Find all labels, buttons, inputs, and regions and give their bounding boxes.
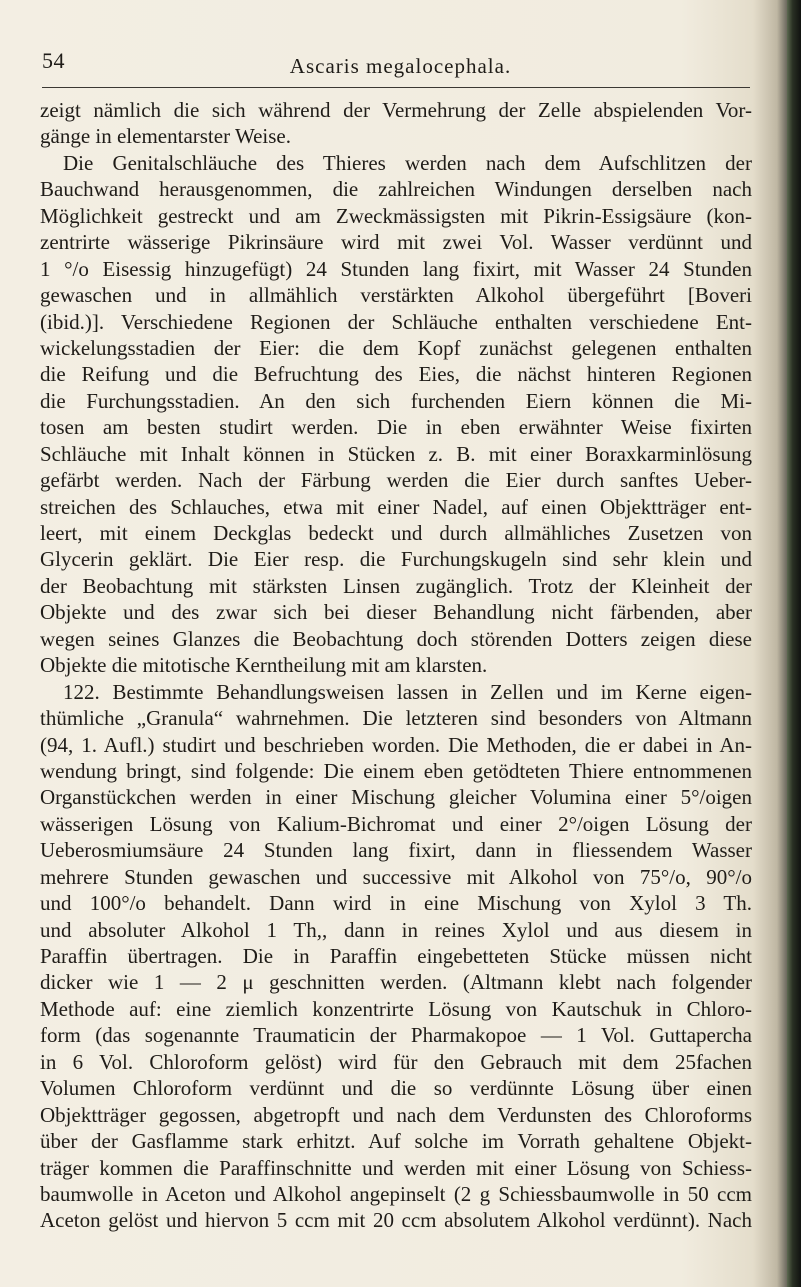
text-line: Paraffin übertragen. Die in Paraffin eingebetteten Stücke müssen nicht xyxy=(40,944,752,968)
book-spine-shadow xyxy=(787,0,801,1287)
text-line: und absoluter Alkohol 1 Th,, dann in reines Xylol und aus diesem in xyxy=(40,917,752,942)
header-rule xyxy=(42,87,750,88)
text-line: Bauchwand herausgenommen, die zahlreichen Windungen derselben nach xyxy=(40,177,752,202)
page-number: 54 xyxy=(42,48,65,73)
text-line: wässerigen Lösung von Kalium-Bichromat und einer 2°/oigen Lösung der xyxy=(40,811,752,836)
running-head: Ascaris megalocephala. xyxy=(289,54,512,78)
text-line: (94, 1. Aufl.) studirt und beschrieben worden. Die Methoden, die er dabei in An- xyxy=(40,732,752,757)
text-line: Organstückchen werden in einer Mischung gleicher Volumina einer 5°/oigen xyxy=(40,785,752,810)
text-line: Methode auf: eine ziemlich konzentrirte Lösung von Kautschuk in Chloro- xyxy=(40,996,752,1021)
text-line: wendung bringt, sind folgende: Die einem eben getödteten Thiere entnommenen xyxy=(40,758,752,783)
text-line: gefärbt werden. Nach der Färbung werden die Eier durch sanftes Ueber- xyxy=(40,468,752,493)
text-line: 1 °/o Eisessig hinzugefügt) 24 Stunden lang fixirt, mit Wasser 24 Stunden xyxy=(40,256,752,281)
text-line: Objektträger gegossen, abgetropft und nach dem Verdunsten des Chloroforms xyxy=(40,1102,752,1127)
text-line: Schläuche mit Inhalt können in Stücken z. B. mit einer Boraxkarminlösung xyxy=(40,441,752,466)
text-line: thümliche „Granula“ wahrnehmen. Die letzteren sind besonders von Altmann xyxy=(40,706,752,731)
text-line: tosen am besten studirt werden. Die in eben erwähnter Weise fixirten xyxy=(40,415,752,440)
text-line: die Reifung und die Befruchtung des Eies, die nächst hinteren Regionen xyxy=(40,362,752,387)
text-line: leert, mit einem Deckglas bedeckt und durch allmähliches Zusetzen von xyxy=(40,521,752,545)
text-line: Objekte und des zwar sich bei dieser Behandlung nicht färbenden, aber xyxy=(40,600,752,625)
text-line: (ibid.)]. Verschiedene Regionen der Schläuche enthalten verschiedene Ent- xyxy=(40,309,752,334)
text-line: Volumen Chloroform verdünnt und die so verdünnte Lösung über einen xyxy=(40,1076,752,1101)
text-line: zentrirte wässerige Pikrinsäure wird mit zwei Vol. Wasser verdünnt und xyxy=(40,230,752,255)
text-line: träger kommen die Paraffinschnitte und werden mit einer Lösung von Schiess- xyxy=(40,1155,752,1180)
text-line: wickelungsstadien der Eier: die dem Kopf zunächst gelegenen enthalten xyxy=(40,335,752,360)
text-line: 122. Bestimmte Behandlungsweisen lassen in Zellen und im Kerne eigen- xyxy=(63,679,752,704)
text-line: streichen des Schlauches, etwa mit einer Nadel, auf einen Objektträger ent- xyxy=(40,494,752,519)
body-text xyxy=(40,97,752,1234)
text-line: Aceton gelöst und hiervon 5 ccm mit 20 ccm absolutem Alkohol verdünnt). Nach xyxy=(40,1208,752,1233)
text-line: über der Gasflamme stark erhitzt. Auf solche im Vorrath gehaltene Objekt- xyxy=(40,1129,752,1154)
text-line: zeigt nämlich die sich während der Vermehrung der Zelle abspielenden Vor- xyxy=(40,98,752,122)
text-line: Ueberosmiumsäure 24 Stunden lang fixirt, dann in fliessendem Wasser xyxy=(40,838,752,863)
text-line: in 6 Vol. Chloroform gelöst) wird für den Gebrauch mit dem 25fachen xyxy=(40,1049,752,1074)
text-line: wegen seines Glanzes die Beobachtung doch störenden Dotters zeigen diese xyxy=(40,626,752,651)
text-line: Möglichkeit gestreckt und am Zweckmässigsten mit Pikrin-Essigsäure (kon- xyxy=(40,203,752,228)
text-line: Die Genitalschläuche des Thieres werden nach dem Aufschlitzen der xyxy=(63,150,752,175)
text-line: der Beobachtung mit stärksten Linsen zugänglich. Trotz der Kleinheit der xyxy=(40,573,752,598)
text-line: gänge in elementarster Weise. xyxy=(40,124,291,149)
text-line: die Furchungsstadien. An den sich furchenden Eiern können die Mi- xyxy=(40,388,752,413)
text-line: dicker wie 1 — 2 μ geschnitten werden. (Altmann klebt nach folgender xyxy=(40,970,752,995)
text-line: Glycerin geklärt. Die Eier resp. die Furchungskugeln sind sehr klein und xyxy=(40,547,752,572)
text-line: und 100°/o behandelt. Dann wird in eine Mischung von Xylol 3 Th. xyxy=(40,891,752,916)
text-line: form (das sogenannte Traumaticin der Pharmakopoe — 1 Vol. Guttapercha xyxy=(40,1023,752,1048)
text-line: gewaschen und in allmählich verstärkten Alkohol übergeführt [Boveri xyxy=(40,283,752,308)
text-line: mehrere Stunden gewaschen und successive mit Alkohol von 75°/o, 90°/o xyxy=(40,864,752,889)
text-line: Objekte die mitotische Kerntheilung mit am klarsten. xyxy=(40,653,488,678)
text-line: baumwolle in Aceton und Alkohol angepinselt (2 g Schiessbaumwolle in 50 ccm xyxy=(40,1181,752,1206)
